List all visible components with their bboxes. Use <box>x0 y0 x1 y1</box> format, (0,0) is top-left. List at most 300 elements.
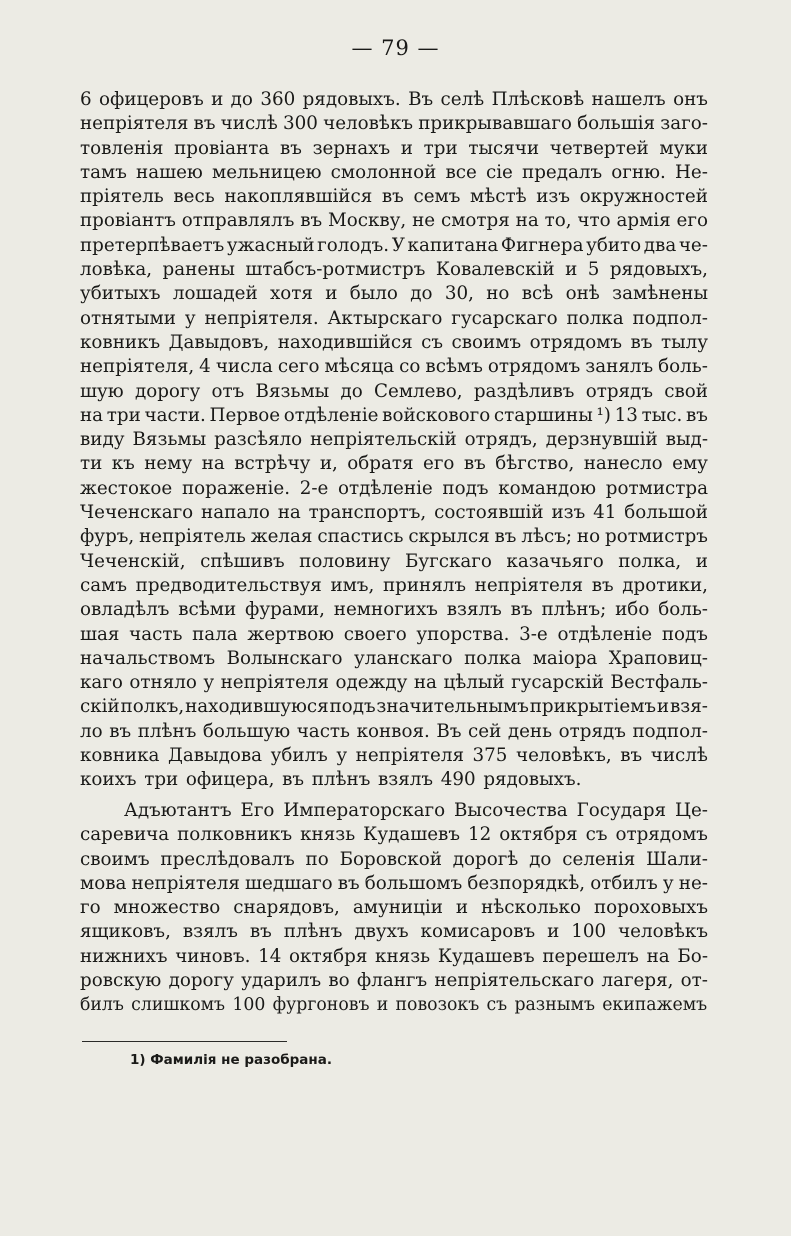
word: дорогѣ <box>452 848 519 870</box>
word: въ <box>109 720 132 742</box>
text-line <box>80 768 708 792</box>
word: имъ, <box>330 574 375 596</box>
word: и <box>695 550 708 572</box>
word: шую <box>80 380 124 402</box>
word: 30, <box>444 283 474 305</box>
word: но <box>576 526 601 548</box>
word: сей <box>468 720 502 742</box>
word: убито <box>586 234 642 256</box>
word: и <box>455 897 469 919</box>
word: тыс. <box>641 404 683 426</box>
paragraph <box>80 799 708 1018</box>
word: дерзнувшій <box>545 429 658 451</box>
word: фургоновъ <box>272 995 370 1016</box>
word: дорогу <box>134 380 201 402</box>
word: полка <box>464 647 522 669</box>
word: онѣ <box>565 283 600 305</box>
word: окружностей <box>579 186 708 208</box>
word: непріятеля <box>80 113 189 135</box>
word: нижнихъ <box>80 945 168 967</box>
word: въ <box>249 921 272 943</box>
word: ужасный <box>226 234 315 256</box>
word: 6 <box>80 89 92 110</box>
word: прикрывавшаго <box>418 113 572 135</box>
word: шая <box>80 623 120 645</box>
word: непріятеля. <box>204 307 319 329</box>
word: Вязьмы <box>255 380 330 402</box>
word: ударилъ <box>241 970 322 992</box>
word: лагеря, <box>601 970 674 992</box>
word: до <box>410 283 433 305</box>
text-line <box>80 823 708 847</box>
word: все <box>445 161 477 183</box>
word: въ <box>463 453 486 475</box>
word: Шали- <box>646 848 708 870</box>
word: въ <box>193 113 216 135</box>
word: чиновъ. <box>175 945 251 967</box>
word: на <box>646 945 670 967</box>
word: Государя <box>576 800 667 821</box>
word: упорства. <box>416 623 510 645</box>
word: плѣнъ <box>283 921 343 943</box>
word: 490 <box>440 769 476 791</box>
word: транспортъ, <box>308 502 427 524</box>
word: командою <box>498 477 597 499</box>
word: раздѣливъ <box>473 380 575 402</box>
word: провіантъ <box>80 210 176 232</box>
word: 100 <box>232 995 266 1016</box>
word: ровскую <box>80 970 162 992</box>
word: 13 <box>614 404 638 426</box>
word: смолонной <box>330 161 437 183</box>
word: взя- <box>669 696 708 718</box>
word: его <box>676 210 708 232</box>
paragraph <box>80 88 708 793</box>
word: непріятеля <box>220 672 329 694</box>
word: заго- <box>660 113 708 135</box>
word: Вестфаль- <box>610 672 708 694</box>
word: повозокъ <box>395 995 480 1016</box>
word: четвертей <box>549 137 649 159</box>
word: прикрытіемъ <box>529 696 657 718</box>
word: лошадей <box>172 283 258 305</box>
word: зернахъ <box>312 137 391 159</box>
word: отдѣленіе <box>338 477 433 499</box>
word: Боровской <box>339 848 442 870</box>
word: муки <box>659 137 708 159</box>
word: своимъ <box>451 331 522 353</box>
word: отрядъ, <box>464 429 538 451</box>
word: Вязьмы <box>132 429 207 451</box>
word: отнятыми <box>80 307 176 329</box>
word: Давыдовъ, <box>168 331 270 353</box>
text-line <box>80 428 708 452</box>
word: въ <box>300 210 323 232</box>
word: часть <box>129 623 183 645</box>
word: 4 <box>199 356 211 378</box>
text-line <box>80 671 708 695</box>
word: Бо- <box>677 945 708 967</box>
word: Фигнера <box>500 234 584 256</box>
word: Въ <box>408 89 434 110</box>
word: билъ <box>80 995 124 1016</box>
word: подъ <box>661 623 708 645</box>
word: въ <box>282 769 305 791</box>
text-line <box>80 331 708 355</box>
word: дротики, <box>622 574 708 596</box>
text-line <box>80 574 708 598</box>
word: на <box>201 453 225 475</box>
word: сего <box>277 356 320 378</box>
word: Плѣсковѣ <box>491 89 585 110</box>
word: желая <box>250 526 313 548</box>
word: большія <box>577 113 656 135</box>
word: снарядовъ, <box>233 897 340 919</box>
word: нему <box>144 453 193 475</box>
word: ему <box>672 453 708 475</box>
word: Ковалевскій <box>435 259 555 281</box>
word: фурами, <box>245 599 325 621</box>
word: перешелъ <box>542 945 639 967</box>
word: изъ <box>536 186 571 208</box>
word: жертвою <box>247 623 335 645</box>
word: отбилъ <box>590 872 658 894</box>
word: разсѣяло <box>214 429 303 451</box>
word: че- <box>678 234 708 256</box>
word: два <box>643 234 677 256</box>
word: Семлево, <box>374 380 463 402</box>
text-line <box>80 185 708 209</box>
word: по <box>305 848 329 870</box>
word: одежду <box>335 672 408 694</box>
word: отрядъ <box>558 720 626 742</box>
word: 2-е <box>299 477 329 499</box>
word: маіора <box>532 647 598 669</box>
word: старшины <box>493 404 593 426</box>
word: конвоя. <box>356 720 430 742</box>
word: отъ <box>211 380 245 402</box>
word: взялъ <box>446 599 502 621</box>
word: его <box>423 453 455 475</box>
word: непріятеля, <box>80 356 195 378</box>
word: рядовыхъ. <box>483 769 582 791</box>
text-line <box>80 848 708 872</box>
word: мельницею <box>212 161 322 183</box>
word: огню. <box>611 161 666 183</box>
word: пріятель <box>80 186 164 208</box>
word: накоплявшійся <box>224 186 373 208</box>
word: амуниціи <box>352 897 443 919</box>
word: 12 <box>467 824 492 846</box>
word: скрылся <box>408 526 490 548</box>
word: 100 <box>571 921 607 943</box>
word: всѣмъ <box>425 356 483 378</box>
word: войскового <box>382 404 491 426</box>
word: числѣ <box>650 745 708 767</box>
word: въ <box>591 574 614 596</box>
word: начальствомъ <box>80 647 216 669</box>
word: подпол- <box>632 720 708 742</box>
word: Адъютантъ <box>124 800 232 821</box>
word: занялъ <box>585 356 654 378</box>
word: князь <box>375 945 431 967</box>
word: преслѣдовалъ <box>160 848 295 870</box>
word: съ <box>486 995 508 1016</box>
word: сіе <box>485 161 513 183</box>
text-line <box>80 161 708 185</box>
text-line <box>80 234 708 258</box>
word: дорогу <box>168 970 234 992</box>
word: полка, <box>618 550 682 572</box>
word: подъ <box>442 477 489 499</box>
text-line <box>80 112 708 136</box>
word: въ <box>337 872 360 894</box>
word: убитыхъ <box>80 283 161 305</box>
word: плѣнъ <box>311 769 371 791</box>
word: шедшаго <box>245 872 333 894</box>
word: встрѣчу <box>234 453 311 475</box>
word: въ <box>620 745 643 767</box>
word: селенія <box>562 848 636 870</box>
word: мѣсяца <box>324 356 395 378</box>
word: слишкомъ <box>131 995 226 1016</box>
word: своимъ <box>80 848 150 870</box>
word: весь <box>173 186 215 208</box>
word: множество <box>113 897 221 919</box>
word: отняло <box>129 672 197 694</box>
word: обратя <box>347 453 414 475</box>
word: въ <box>279 137 302 159</box>
word: со <box>399 356 421 378</box>
word: нашею <box>136 161 203 183</box>
word: предводительствуя <box>135 574 322 596</box>
word: 5 <box>587 259 600 281</box>
word: и <box>400 137 413 159</box>
word: ящиковъ, <box>80 921 171 943</box>
text-line <box>80 647 708 671</box>
text-line <box>80 720 708 744</box>
word: мова <box>80 872 127 894</box>
word: въ <box>630 331 653 353</box>
word: разнымъ <box>514 995 595 1016</box>
word: 14 <box>258 945 282 967</box>
text-line <box>80 525 708 549</box>
word: селѣ <box>440 89 485 110</box>
word: предалъ <box>522 161 603 183</box>
word: самъ <box>80 574 127 596</box>
text-line <box>80 307 708 331</box>
word: 360 <box>260 89 296 110</box>
word: го <box>80 897 101 919</box>
word: каго <box>80 672 123 694</box>
word: товленія <box>80 137 164 159</box>
word: подпол- <box>632 307 708 329</box>
word: бѣгство, <box>495 453 575 475</box>
word: находившійся <box>277 331 413 353</box>
word: уланскаго <box>354 647 453 669</box>
word: 3-е <box>519 623 548 645</box>
word: что <box>577 210 611 232</box>
word: непріятеля <box>474 574 584 596</box>
word: двухъ <box>354 921 409 943</box>
word: семъ <box>413 186 461 208</box>
word: голодъ. <box>317 234 390 256</box>
word: числѣ <box>220 113 278 135</box>
word: у <box>203 672 215 694</box>
word: виду <box>80 429 125 451</box>
word: полкъ, <box>120 696 185 718</box>
word: изъ <box>551 502 586 524</box>
word: три <box>106 404 141 426</box>
word: но <box>486 283 510 305</box>
word: до <box>230 89 253 110</box>
word: отрядомъ <box>487 356 581 378</box>
word: отрядомъ <box>529 331 623 353</box>
word: Чеченскій, <box>80 550 186 572</box>
word: своего <box>343 623 407 645</box>
word: три <box>144 769 179 791</box>
word: претерпѣваетъ <box>80 234 225 256</box>
text-line <box>80 896 708 920</box>
word: нанесло <box>583 453 663 475</box>
word: хотя <box>269 283 313 305</box>
word: от- <box>680 970 708 992</box>
text-line <box>80 477 708 501</box>
word: большой <box>624 502 708 524</box>
word: Москву, <box>327 210 407 232</box>
word: у <box>184 307 196 329</box>
word: рядовыхъ. <box>302 89 401 110</box>
word: свой <box>664 380 708 402</box>
word: ти <box>80 453 103 475</box>
word: и, <box>319 453 338 475</box>
word: овладѣлъ <box>80 599 170 621</box>
word: непріятеля <box>355 745 464 767</box>
word: армія <box>616 210 671 232</box>
word: на <box>515 210 539 232</box>
word: части. <box>144 404 206 426</box>
text-line <box>80 258 708 282</box>
word: казачьяго <box>506 550 604 572</box>
word: въ <box>685 404 708 426</box>
word: взялъ <box>378 769 434 791</box>
word: Кудашевъ <box>363 824 460 846</box>
word: ранены <box>162 259 235 281</box>
word: на <box>80 404 104 426</box>
text-line <box>80 598 708 622</box>
word: отдѣленіе <box>557 623 653 645</box>
word: и <box>656 696 670 718</box>
word: гусарскаго <box>451 307 558 329</box>
word: саревича <box>80 824 170 846</box>
text-line <box>80 695 708 719</box>
word: плѣнъ; <box>541 599 607 621</box>
word: 375 <box>472 745 508 767</box>
word: провіанта <box>174 137 270 159</box>
word: плѣнъ <box>137 720 197 742</box>
word: Кудашевъ <box>437 945 535 967</box>
word: большомъ <box>364 872 463 894</box>
word: полковникъ <box>177 824 293 846</box>
word: до <box>340 380 363 402</box>
word: ¹) <box>596 404 611 426</box>
word: комисаровъ <box>420 921 536 943</box>
word: состоявшій <box>434 502 544 524</box>
word: ковникъ <box>80 331 161 353</box>
word: 300 <box>283 113 318 135</box>
word: боль- <box>658 356 708 378</box>
word: пороховыхъ <box>593 897 708 919</box>
word: принялъ <box>382 574 467 596</box>
word: и <box>211 89 224 110</box>
word: флангъ <box>356 970 428 992</box>
word: гусарскій <box>511 672 604 694</box>
word: человѣкъ, <box>516 745 612 767</box>
word: полка <box>566 307 624 329</box>
text-line <box>80 355 708 379</box>
text-line <box>80 88 708 112</box>
word: Бугскаго <box>404 550 492 572</box>
word: лѣсъ; <box>521 526 573 548</box>
word: непріятеля <box>131 872 240 894</box>
text-line <box>80 969 708 993</box>
text-line <box>80 799 708 823</box>
word: отрядъ <box>585 380 653 402</box>
word: человѣкъ <box>618 921 708 943</box>
word: октября <box>499 824 578 846</box>
word: не- <box>678 872 708 894</box>
word: у <box>336 745 348 767</box>
word: нѣсколько <box>481 897 581 919</box>
word: отдѣленіе <box>283 404 379 426</box>
word: ротмистръ <box>605 526 708 548</box>
word: Его <box>240 800 275 821</box>
word: часть <box>296 720 350 742</box>
word: половину <box>299 550 391 572</box>
word: къ <box>111 453 135 475</box>
word: рядовыхъ, <box>609 259 708 281</box>
word: на <box>413 672 437 694</box>
word: жестокое <box>80 477 173 499</box>
word: взялъ <box>182 921 238 943</box>
text-line <box>80 744 708 768</box>
text-line <box>80 380 708 404</box>
word: значительнымъ <box>376 696 529 718</box>
word: напало <box>201 502 270 524</box>
word: непріятельскаго <box>434 970 595 992</box>
word: и <box>325 283 338 305</box>
text-line <box>80 550 708 574</box>
word: въ <box>381 186 404 208</box>
word: числа <box>215 356 273 378</box>
word: штабсъ-ротмистръ <box>245 259 426 281</box>
word: Въ <box>436 720 462 742</box>
word: то, <box>544 210 572 232</box>
word: скій <box>80 696 120 718</box>
word: онъ <box>673 89 708 110</box>
word: екипажемъ <box>602 995 708 1016</box>
word: У <box>391 234 405 256</box>
word: отрядомъ <box>615 824 708 846</box>
word: пораженіе. <box>181 477 291 499</box>
word: фуръ, <box>80 526 135 548</box>
word: ибо <box>615 599 650 621</box>
word: всѣ <box>521 283 554 305</box>
word: спастись <box>317 526 404 548</box>
text-line <box>80 209 708 233</box>
word: октября <box>289 945 368 967</box>
word: тысячи <box>468 137 540 159</box>
